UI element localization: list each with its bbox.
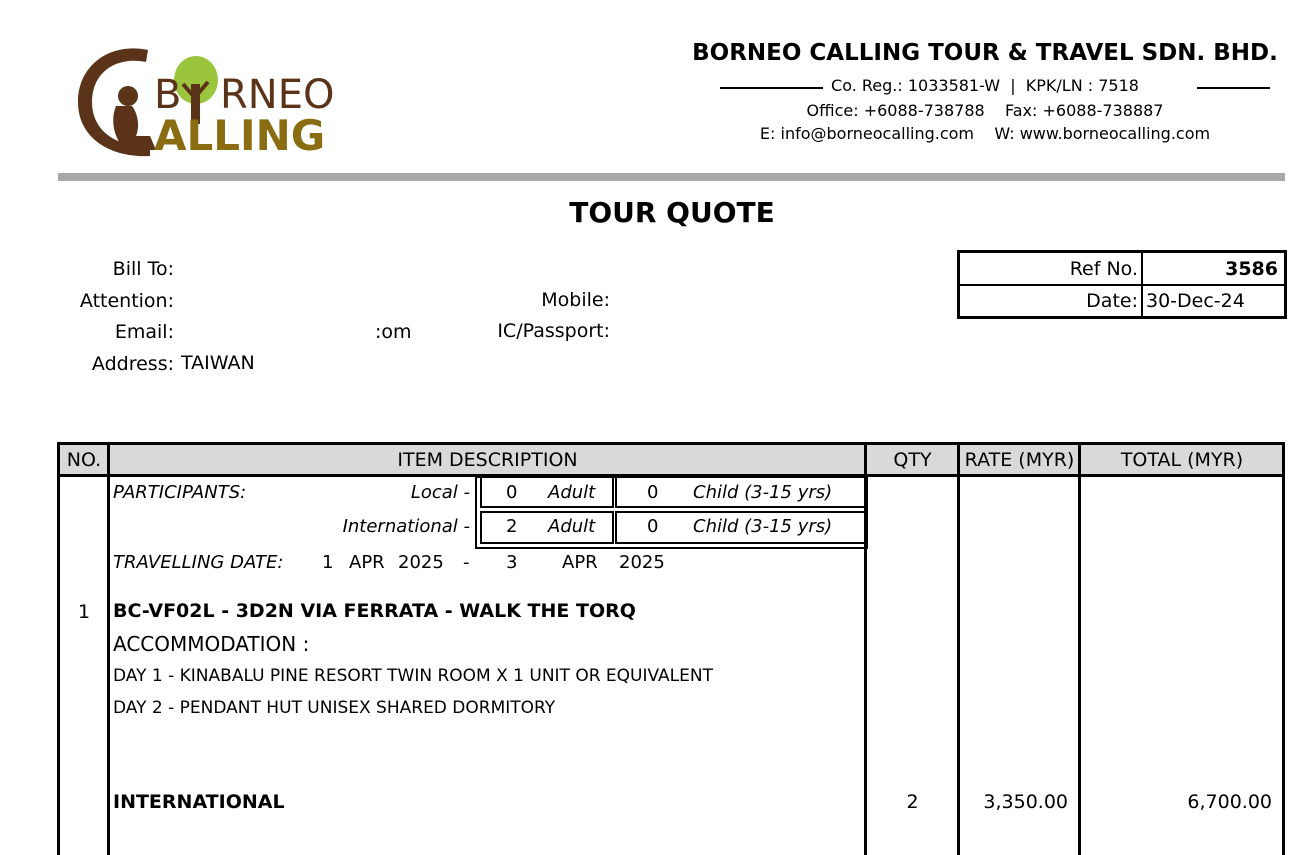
travel-to-day: 3 <box>506 552 518 573</box>
local-child-count: 0 <box>647 482 659 503</box>
logo-text-b: B <box>154 72 182 118</box>
header-no: NO. <box>66 449 102 471</box>
accommodation-day-2: DAY 2 - PENDANT HUT UNISEX SHARED DORMITORY <box>113 698 556 718</box>
intl-adult-count: 2 <box>506 516 518 537</box>
header-qty: QTY <box>893 449 932 471</box>
international-label: International - <box>342 516 470 537</box>
ref-no-label: Ref No. <box>1069 258 1138 280</box>
email-value: :om <box>375 321 412 343</box>
line-item-label: INTERNATIONAL <box>113 791 285 813</box>
line-item-total: 6,700.00 <box>1187 791 1272 813</box>
attention-label: Attention: <box>79 290 174 312</box>
travel-to-year: 2025 <box>619 552 665 573</box>
header-divider <box>58 173 1285 181</box>
travel-to-month: APR <box>562 552 598 573</box>
date-label: Date: <box>1086 290 1138 312</box>
travel-from-day: 1 <box>322 552 334 573</box>
header-total: TOTAL (MYR) <box>1120 449 1244 471</box>
company-office-phone: Office: +6088-738788 Fax: +6088-738887 <box>806 101 1164 120</box>
page-title: TOUR QUOTE <box>569 196 775 229</box>
local-adult-label: Adult <box>548 482 596 503</box>
col-divider-no <box>107 442 110 855</box>
travelling-date-label: TRAVELLING DATE: <box>113 552 284 573</box>
address-label: Address: <box>91 353 174 375</box>
package-title: BC-VF02L - 3D2N VIA FERRATA - WALK THE TORQ <box>113 600 636 622</box>
date-value: 30-Dec-24 <box>1146 290 1245 312</box>
local-child-label: Child (3-15 yrs) <box>693 482 833 503</box>
ref-box-divider <box>960 284 1284 286</box>
travel-from-year: 2025 <box>398 552 444 573</box>
company-registration: Co. Reg.: 1033581-W | KPK/LN : 7518 <box>831 76 1139 95</box>
table-left-border <box>57 442 60 855</box>
company-contact: E: info@borneocalling.com W: www.borneocalling.com <box>759 124 1211 143</box>
header-rate: RATE (MYR) <box>964 449 1075 471</box>
reference-box <box>957 250 1287 319</box>
header-item-description: ITEM DESCRIPTION <box>397 449 578 471</box>
table-right-border <box>1282 442 1285 855</box>
travel-dash: - <box>463 552 470 573</box>
intl-child-count: 0 <box>647 516 659 537</box>
travel-from-month: APR <box>349 552 385 573</box>
intl-adult-label: Adult <box>548 516 596 537</box>
mobile-label: Mobile: <box>541 289 610 311</box>
intl-child-label: Child (3-15 yrs) <box>693 516 833 537</box>
bill-to-label: Bill To: <box>112 258 174 280</box>
logo-text-calling: ALLING <box>154 111 326 160</box>
ic-passport-label: IC/Passport: <box>497 320 610 342</box>
table-top-border <box>57 442 1285 445</box>
line-item-rate: 3,350.00 <box>983 791 1068 813</box>
local-adult-count: 0 <box>506 482 518 503</box>
participants-label: PARTICIPANTS: <box>113 482 247 503</box>
borneo-calling-logo <box>70 40 360 165</box>
logo-text-orneo: RNEO <box>220 72 335 118</box>
accommodation-label: ACCOMMODATION : <box>113 632 310 656</box>
accommodation-day-1: DAY 1 - KINABALU PINE RESORT TWIN ROOM X 1 UNIT OR EQUIVALENT <box>113 666 713 686</box>
address-value: TAIWAN <box>181 352 255 374</box>
local-label: Local - <box>410 482 470 503</box>
ref-box-column-divider <box>1141 253 1143 316</box>
email-label: Email: <box>114 321 174 343</box>
item-number: 1 <box>77 601 91 623</box>
ref-no-value: 3586 <box>1225 258 1278 280</box>
line-item-qty: 2 <box>906 791 919 813</box>
company-name: BORNEO CALLING TOUR & TRAVEL SDN. BHD. <box>692 40 1278 66</box>
